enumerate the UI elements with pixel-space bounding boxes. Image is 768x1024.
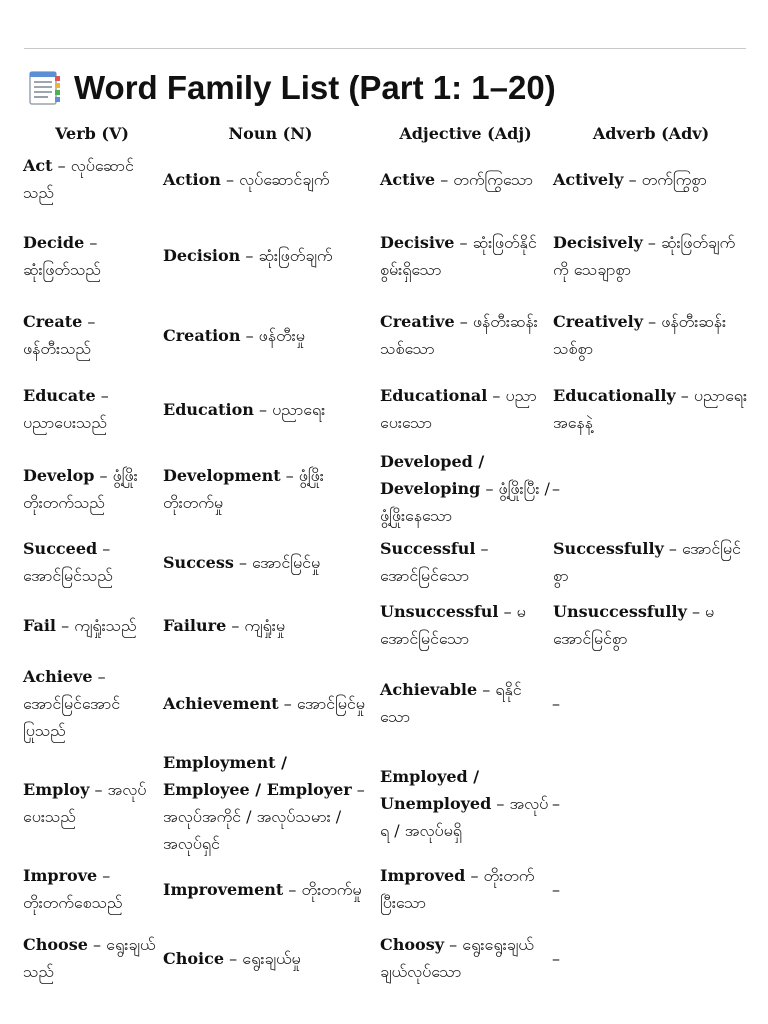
myanmar-meaning: တိုးတက်ပြီးသော <box>380 866 535 912</box>
english-word: Actively <box>553 169 624 189</box>
cell-verb <box>22 298 162 372</box>
cell-adverb <box>552 921 750 995</box>
myanmar-meaning: ဖွံ့ဖြိုးတိုးတက်သည် <box>23 465 138 512</box>
separator-dash: – <box>253 399 273 419</box>
cell-adjective <box>379 749 552 857</box>
cell-noun <box>162 657 379 749</box>
english-word: Choose <box>23 935 88 954</box>
cell-noun <box>162 749 379 857</box>
separator-dash: – <box>226 615 245 635</box>
myanmar-meaning: တိုးတက်စေသည် <box>23 893 123 912</box>
separator-dash: – <box>220 169 240 189</box>
english-word: Failure <box>163 615 227 635</box>
separator-dash: – <box>97 539 111 558</box>
myanmar-meaning: ဖွံ့ဖြိုးတိုးတက်မှု <box>163 465 324 512</box>
english-word: Educationally <box>553 386 676 405</box>
english-word: Achievement <box>163 693 279 713</box>
cell-noun <box>162 298 379 372</box>
english-word: Successful <box>380 539 476 558</box>
english-word: Achieve <box>23 666 93 686</box>
myanmar-meaning: အောင်မြင်အောင်ပြုသည် <box>23 693 121 740</box>
separator-dash: – <box>56 615 75 635</box>
myanmar-meaning: ဆုံးဖြတ်သည် <box>23 259 101 279</box>
cell-noun <box>162 921 379 995</box>
english-word: Improve <box>23 866 98 885</box>
table-row <box>22 657 750 749</box>
separator-dash: – <box>444 935 463 954</box>
cell-verb <box>22 213 162 298</box>
english-word: Development <box>163 465 281 485</box>
myanmar-meaning: လုပ်ဆောင်သည် <box>23 156 134 202</box>
separator-dash: – <box>52 156 71 175</box>
word-family-table <box>22 119 750 995</box>
english-word: Successfully <box>553 539 664 558</box>
table-body <box>22 145 750 995</box>
header-row <box>22 119 750 145</box>
separator-dash: – <box>643 312 662 331</box>
myanmar-meaning: ဖွံ့ဖြိုးပြီး / ဖွံ့ဖြိုးနေသော <box>380 479 550 525</box>
cell-adverb <box>552 857 750 921</box>
cell-noun <box>162 593 379 657</box>
myanmar-meaning: အလုပ်အကိုင် / အလုပ်သမား / အလုပ်ရှင် <box>163 807 342 853</box>
empty-dash: – <box>552 793 560 813</box>
myanmar-meaning: အောင်မြင်သော <box>380 566 470 585</box>
separator-dash: – <box>92 666 106 686</box>
cell-adverb <box>552 213 750 298</box>
english-word: Develop <box>23 465 95 485</box>
english-word: Decide <box>23 232 85 252</box>
separator-dash: – <box>240 325 259 345</box>
table-row <box>22 213 750 298</box>
english-word: Decisively <box>553 232 643 252</box>
cell-verb <box>22 372 162 446</box>
cell-adjective <box>379 921 552 995</box>
header-verb: Verb (V) <box>55 123 129 143</box>
empty-dash: – <box>552 693 560 713</box>
myanmar-meaning: အောင်မြင်မှု <box>296 693 365 713</box>
separator-dash: – <box>487 386 506 405</box>
cell-adverb <box>552 145 750 213</box>
english-word: Succeed <box>23 539 98 558</box>
separator-dash: – <box>498 602 517 621</box>
separator-dash: – <box>224 948 243 968</box>
separator-dash: – <box>87 935 107 954</box>
cell-verb <box>22 145 162 213</box>
myanmar-meaning: မအောင်မြင်သော <box>380 602 526 648</box>
myanmar-meaning: ရွေးရွေးချယ်ချယ်လုပ်သော <box>380 935 534 981</box>
empty-dash: – <box>552 879 560 899</box>
myanmar-meaning: အောင်မြင်စွာ <box>553 539 741 585</box>
myanmar-meaning: ကျရှုံးမှု <box>244 615 285 635</box>
cell-adjective <box>379 298 552 372</box>
table-row <box>22 372 750 446</box>
document-list-icon <box>26 68 64 108</box>
english-word: Education <box>163 399 254 419</box>
english-word: Improved <box>380 866 466 885</box>
english-word: Choice <box>163 948 225 968</box>
myanmar-meaning: ဆုံးဖြတ်ချက်ကို သေချာစွာ <box>553 232 736 279</box>
myanmar-meaning: ရနိုင်သော <box>380 680 522 726</box>
english-word: Employ <box>23 780 90 799</box>
separator-dash: – <box>94 465 113 485</box>
separator-dash: – <box>686 602 706 621</box>
separator-dash: – <box>475 539 489 558</box>
table-row <box>22 749 750 857</box>
cell-adjective <box>379 372 552 446</box>
cell-adverb <box>552 446 750 531</box>
separator-dash: – <box>435 169 454 189</box>
cell-verb <box>22 921 162 995</box>
title-row <box>26 66 556 110</box>
english-word: Improvement <box>163 879 284 899</box>
english-word: Create <box>23 312 83 331</box>
myanmar-meaning: တက်ကြွစွာ <box>641 169 707 189</box>
separator-dash: – <box>491 793 510 813</box>
myanmar-meaning: ပညာပေးသည် <box>23 413 107 432</box>
separator-dash: – <box>623 169 642 189</box>
cell-noun <box>162 531 379 593</box>
myanmar-meaning: အလုပ်ရ / အလုပ်မရှိ <box>380 793 549 840</box>
cell-adverb <box>552 531 750 593</box>
top-divider <box>24 48 746 49</box>
separator-dash: – <box>675 386 694 405</box>
table-row <box>22 446 750 531</box>
english-word: Decisive <box>380 232 455 252</box>
cell-noun <box>162 857 379 921</box>
separator-dash: – <box>642 232 661 252</box>
separator-dash: – <box>95 386 109 405</box>
separator-dash: – <box>278 693 297 713</box>
cell-verb <box>22 657 162 749</box>
myanmar-meaning: ပညာရေးအနေနဲ့ <box>553 386 747 432</box>
english-word: Choosy <box>380 935 445 954</box>
english-word: Creative <box>380 312 455 331</box>
myanmar-meaning: ဖန်တီးဆန်းသစ်သော <box>380 312 538 358</box>
separator-dash: – <box>82 312 96 331</box>
cell-adverb <box>552 749 750 857</box>
english-word: Unsuccessful <box>380 602 499 621</box>
cell-noun <box>162 145 379 213</box>
cell-adjective <box>379 213 552 298</box>
english-word: Educational <box>380 386 488 405</box>
separator-dash: – <box>480 479 499 498</box>
english-word: Fail <box>23 615 57 635</box>
separator-dash: – <box>233 552 253 572</box>
myanmar-meaning: တက်ကြွသော <box>453 169 533 189</box>
english-word: Act <box>23 156 53 175</box>
header-noun: Noun (N) <box>228 123 313 143</box>
english-word: Employed / Unemployed <box>380 766 492 813</box>
empty-dash: – <box>552 948 560 968</box>
table-row <box>22 145 750 213</box>
page-title: Word Family List (Part 1: 1–20) <box>74 69 556 106</box>
cell-verb <box>22 531 162 593</box>
myanmar-meaning: အလုပ်ပေးသည် <box>23 780 147 826</box>
english-word: Achievable <box>380 680 478 699</box>
myanmar-meaning: ဆုံးဖြတ်ချက် <box>258 246 333 265</box>
table-row <box>22 593 750 657</box>
english-word: Creation <box>163 325 241 345</box>
english-word: Developed / Developing <box>380 452 485 498</box>
cell-adverb <box>552 657 750 749</box>
english-word: Action <box>163 169 221 189</box>
table-row <box>22 298 750 372</box>
myanmar-meaning: အောင်မြင်သည် <box>23 566 113 585</box>
cell-adjective <box>379 145 552 213</box>
separator-dash: – <box>280 465 299 485</box>
english-word: Employment / Employee / Employer <box>163 753 352 799</box>
english-word: Active <box>380 169 436 189</box>
empty-dash: – <box>552 479 560 498</box>
cell-adjective <box>379 857 552 921</box>
separator-dash: – <box>351 780 365 799</box>
cell-verb <box>22 749 162 857</box>
cell-verb <box>22 446 162 531</box>
table-row <box>22 531 750 593</box>
myanmar-meaning: လုပ်ဆောင်ချက် <box>239 169 330 189</box>
myanmar-meaning: ဖန်တီးဆန်းသစ်စွာ <box>553 312 727 358</box>
cell-adverb <box>552 372 750 446</box>
myanmar-meaning: ကျရှုံးသည် <box>74 615 137 635</box>
cell-adverb <box>552 593 750 657</box>
myanmar-meaning: ရွေးချယ်မှု <box>242 948 301 968</box>
english-word: Success <box>163 552 234 572</box>
cell-verb <box>22 857 162 921</box>
separator-dash: – <box>89 780 108 799</box>
cell-verb <box>22 593 162 657</box>
separator-dash: – <box>84 232 98 252</box>
cell-noun <box>162 213 379 298</box>
cell-adjective <box>379 657 552 749</box>
separator-dash: – <box>283 879 302 899</box>
separator-dash: – <box>663 539 683 558</box>
separator-dash: – <box>454 312 473 331</box>
header-adverb: Adverb (Adv) <box>592 123 710 143</box>
myanmar-meaning: ဆုံးဖြတ်နိုင်စွမ်းရှိသော <box>380 232 537 279</box>
myanmar-meaning: ရွေးချယ်သည် <box>23 935 156 981</box>
table-row <box>22 857 750 921</box>
myanmar-meaning: ပညာရေး <box>272 399 326 419</box>
myanmar-meaning: ပညာပေးသော <box>380 386 537 432</box>
header-adjective: Adjective (Adj) <box>399 123 532 143</box>
english-word: Decision <box>163 246 241 265</box>
myanmar-meaning: အောင်မြင်မှု <box>252 552 321 572</box>
english-word: Educate <box>23 386 96 405</box>
cell-adverb <box>552 298 750 372</box>
separator-dash: – <box>477 680 496 699</box>
english-word: Creatively <box>553 312 644 331</box>
english-word: Unsuccessfully <box>553 602 687 621</box>
separator-dash: – <box>454 232 473 252</box>
cell-adjective <box>379 531 552 593</box>
cell-noun <box>162 446 379 531</box>
table-row <box>22 921 750 995</box>
myanmar-meaning: တိုးတက်မှု <box>301 879 362 899</box>
separator-dash: – <box>97 866 111 885</box>
myanmar-meaning: ဖန်တီးသည် <box>23 339 91 358</box>
myanmar-meaning: မအောင်မြင်စွာ <box>553 602 715 648</box>
separator-dash: – <box>465 866 484 885</box>
cell-adjective <box>379 446 552 531</box>
myanmar-meaning: ဖန်တီးမှု <box>258 325 305 345</box>
cell-noun <box>162 372 379 446</box>
cell-adjective <box>379 593 552 657</box>
separator-dash: – <box>240 246 259 265</box>
